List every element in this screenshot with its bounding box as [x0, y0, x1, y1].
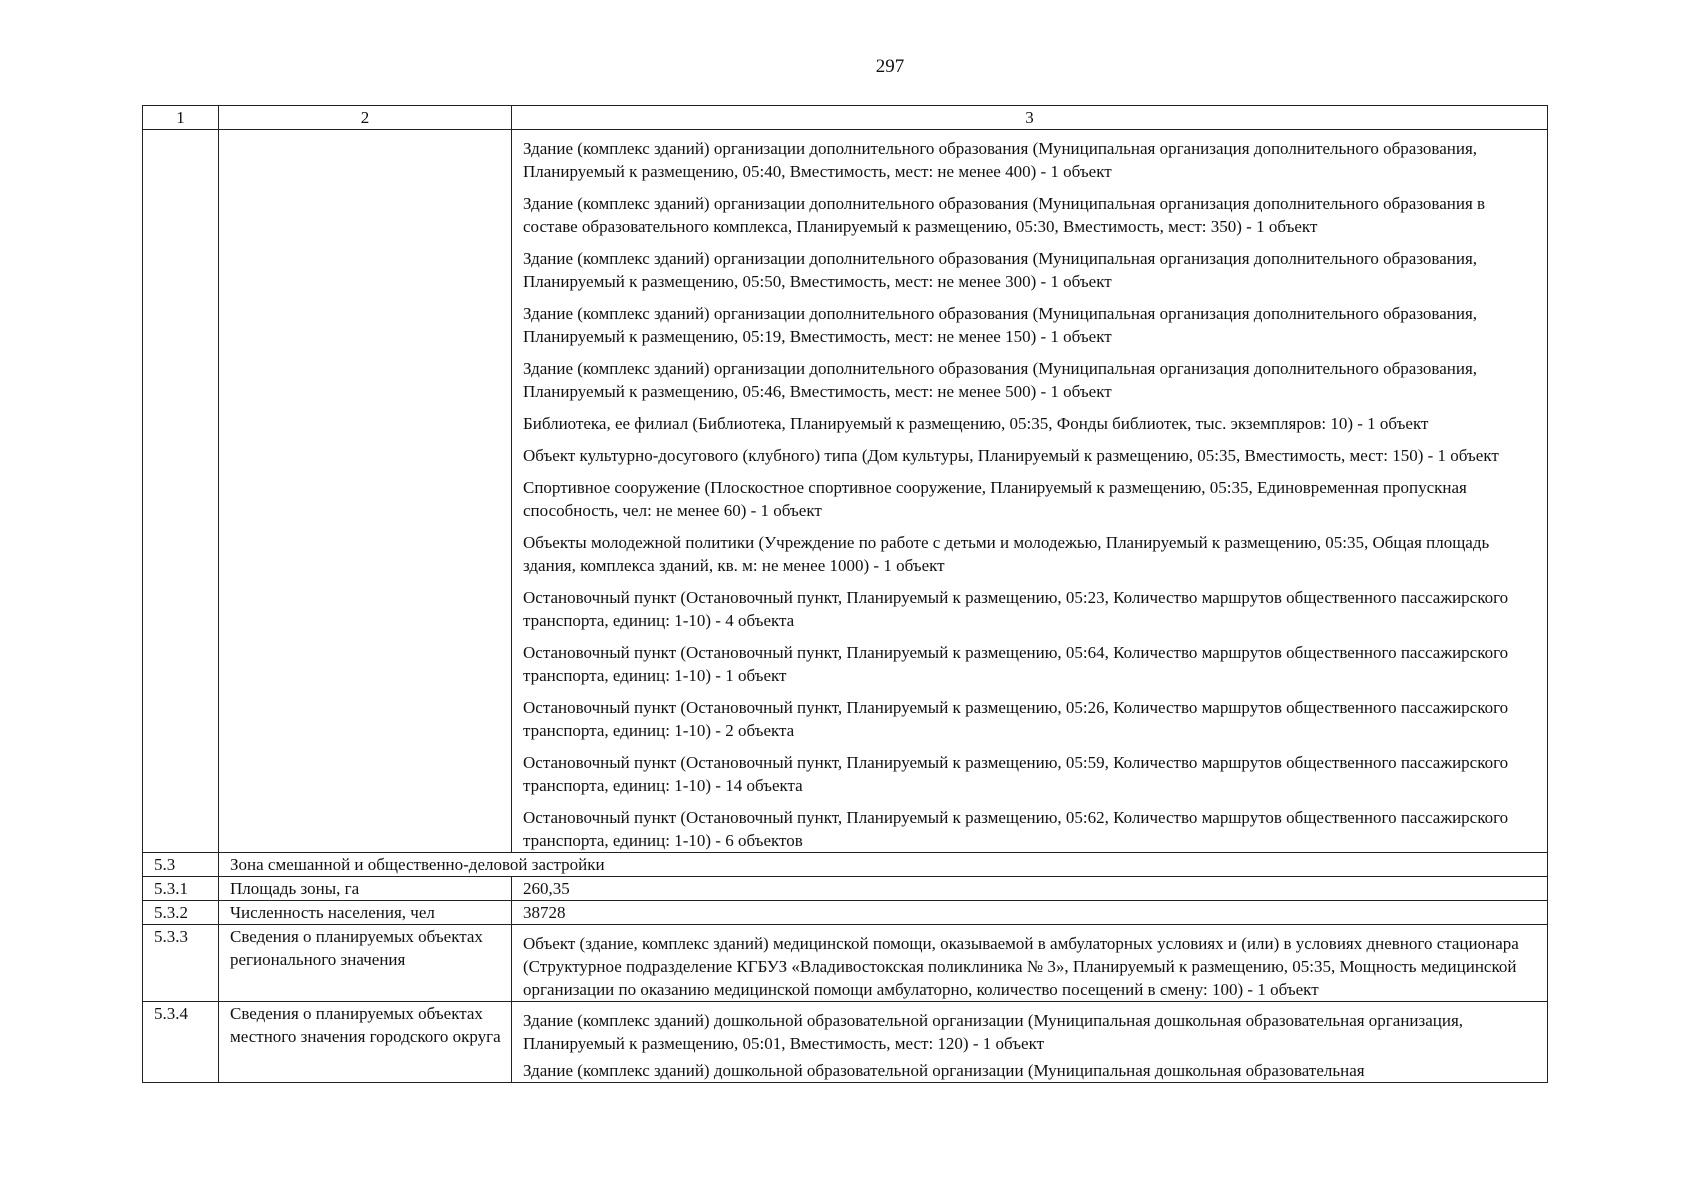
regional-num: 5.3.3 [143, 925, 219, 1002]
page-number: 297 [875, 56, 905, 77]
list-item: Остановочный пункт (Остановочный пункт, Планируемый к размещению, 05:62, Количество маршрутов общественного пассажирского транспорта, единиц: 1-10) - 6 объектов [523, 808, 1509, 850]
list-item: Библиотека, ее филиал (Библиотека, Планируемый к размещению, 05:35, Фонды библиотек, тыс. экземпляров: 10) - 1 объект [523, 414, 1429, 433]
header-row [143, 106, 1548, 130]
table-row [143, 877, 1548, 901]
continued-entries-cell [512, 130, 1548, 853]
row-value: 260,35 [512, 877, 1548, 901]
list-item: Остановочный пункт (Остановочный пункт, Планируемый к размещению, 05:23, Количество маршрутов общественного пассажирского транспорта, единиц: 1-10) - 4 объекта [523, 588, 1509, 630]
local-label: Сведения о планируемых объектах местного значения городского округа [219, 1002, 512, 1083]
continued-label-cell [219, 130, 512, 853]
row-num: 5.3.1 [143, 877, 219, 901]
list-item: Здание (комплекс зданий) организации дополнительного образования (Муниципальная организация дополнительного образования, Планируемый к размещению, 05:19, Вместимость, мест: не менее 150) - 1 объект [523, 304, 1478, 346]
list-item: Здание (комплекс зданий) дошкольной образовательной организации (Муниципальная дошкольная образовательная организация, Планируемый к размещению, 05:01, Вместимость, мест: 120) - 1 объект [523, 1011, 1464, 1053]
local-entries-cell [512, 1002, 1548, 1083]
list-item: Остановочный пункт (Остановочный пункт, Планируемый к размещению, 05:26, Количество маршрутов общественного пассажирского транспорта, единиц: 1-10) - 2 объекта [523, 698, 1509, 740]
list-item: Объект культурно-досугового (клубного) типа (Дом культуры, Планируемый к размещению, 05:35, Вместимость, мест: 150) - 1 объект [523, 446, 1499, 465]
list-item: Здание (комплекс зданий) организации дополнительного образования (Муниципальная организация дополнительного образования, Планируемый к размещению, 05:46, Вместимость, мест: не менее 500) - 1 объект [523, 359, 1478, 401]
list-item: Спортивное сооружение (Плоскостное спортивное сооружение, Планируемый к размещению, 05:35, Единовременная пропускная способность, чел: не менее 60) - 1 объект [523, 478, 1467, 520]
regional-label: Сведения о планируемых объектах регионального значения [219, 925, 512, 1002]
header-col-3: 3 [512, 106, 1548, 130]
row-value: 38728 [512, 901, 1548, 925]
table-row [143, 901, 1548, 925]
header-col-1: 1 [143, 106, 219, 130]
list-item: Здание (комплекс зданий) дошкольной образовательной организации (Муниципальная дошкольная образовательная [523, 1061, 1365, 1080]
local-row [143, 1002, 1548, 1083]
continued-row [143, 130, 1548, 853]
row-num: 5.3.2 [143, 901, 219, 925]
regional-row [143, 925, 1548, 1002]
list-item: Остановочный пункт (Остановочный пункт, Планируемый к размещению, 05:59, Количество маршрутов общественного пассажирского транспорта, единиц: 1-10) - 14 объекта [523, 753, 1509, 795]
local-num: 5.3.4 [143, 1002, 219, 1083]
list-item: Объекты молодежной политики (Учреждение по работе с детьми и молодежью, Планируемый к размещению, 05:35, Общая площадь здания, комплекса зданий, кв. м: не менее 1000) - 1 объект [523, 533, 1490, 575]
list-item: Здание (комплекс зданий) организации дополнительного образования (Муниципальная организация дополнительного образования, Планируемый к размещению, 05:50, Вместимость, мест: не менее 300) - 1 объект [523, 249, 1478, 291]
section-num: 5.3 [143, 853, 219, 877]
list-item: Остановочный пункт (Остановочный пункт, Планируемый к размещению, 05:64, Количество маршрутов общественного пассажирского транспорта, единиц: 1-10) - 1 объект [523, 643, 1509, 685]
list-item: Объект (здание, комплекс зданий) медицинской помощи, оказываемой в амбулаторных условиях и (или) в условиях дневного стационара (Структурное подразделение КГБУЗ «Владивостокская поликлиника № 3», Планируемый к размещению, 05:35, Мощность медицинской организации по оказанию медицинской помощи амбулаторно, количество посещений в смену: 100) - 1 объект [523, 934, 1519, 999]
section-title: Зона смешанной и общественно-деловой застройки [219, 853, 1548, 877]
row-label: Численность населения, чел [219, 901, 512, 925]
regional-entries-cell [512, 925, 1548, 1002]
planning-table [142, 105, 1548, 1083]
header-col-2: 2 [219, 106, 512, 130]
row-label: Площадь зоны, га [219, 877, 512, 901]
section-row [143, 853, 1548, 877]
list-item: Здание (комплекс зданий) организации дополнительного образования (Муниципальная организация дополнительного образования, Планируемый к размещению, 05:40, Вместимость, мест: не менее 400) - 1 объект [523, 139, 1478, 181]
list-item: Здание (комплекс зданий) организации дополнительного образования (Муниципальная организация дополнительного образования в составе образовательного комплекса, Планируемый к размещению, 05:30, Вместимость, мест: 350) - 1 объект [523, 194, 1486, 236]
continued-num-cell [143, 130, 219, 853]
